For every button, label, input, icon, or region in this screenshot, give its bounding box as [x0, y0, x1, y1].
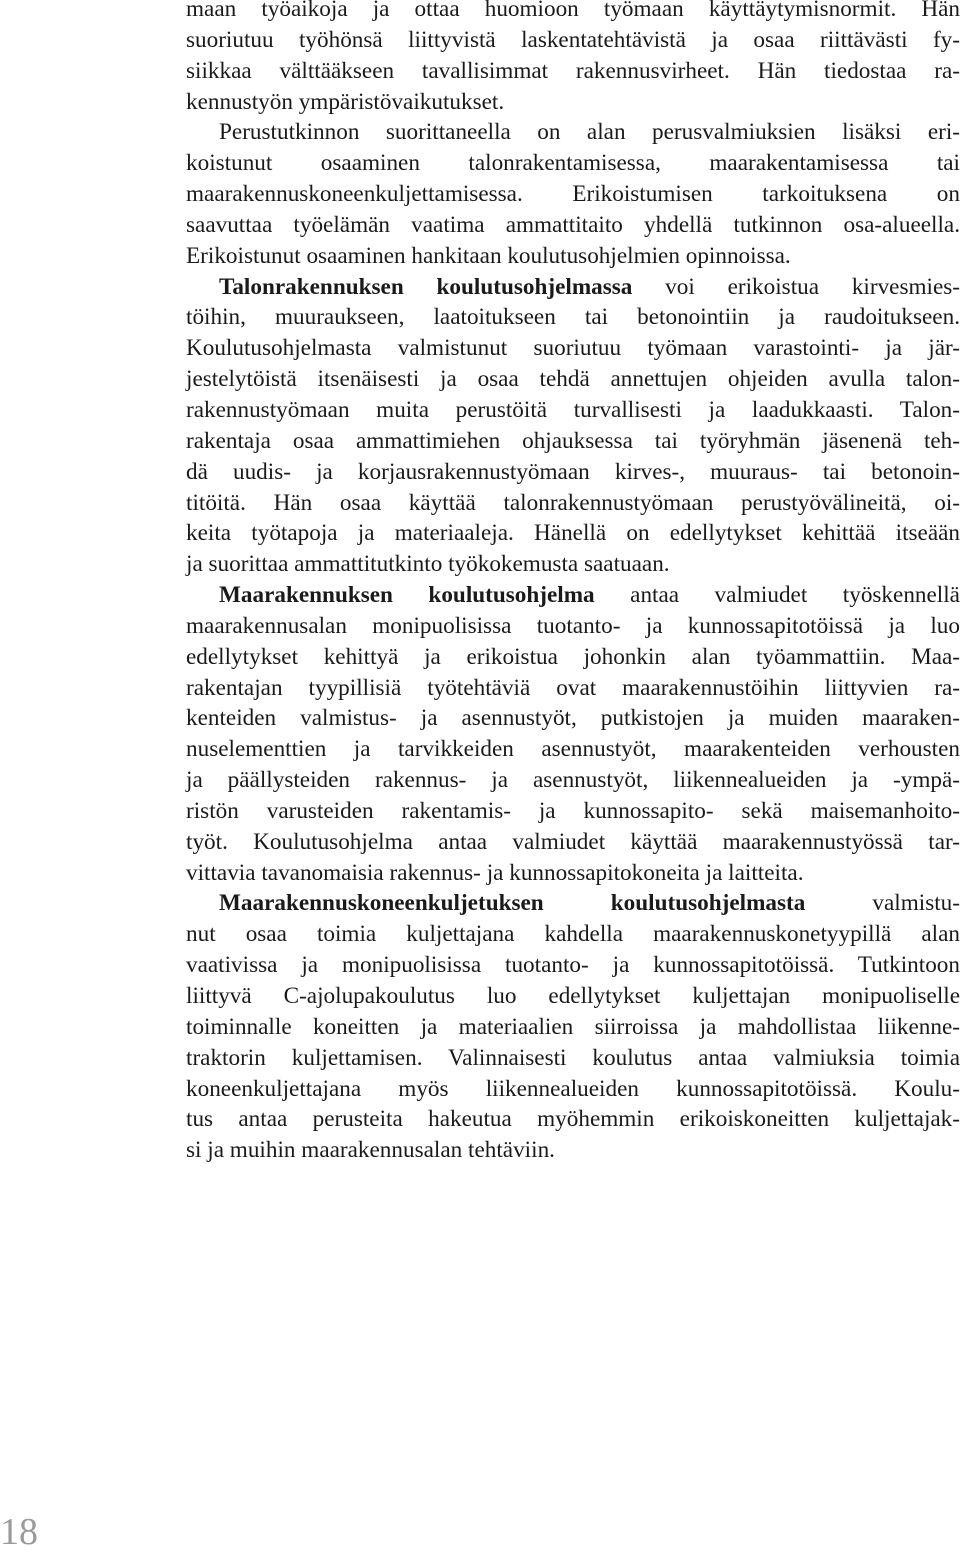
text-line — [186, 364, 960, 395]
line-text: antaa valmiudet työskennellä — [594, 582, 960, 609]
section-heading-inline: Maarakennuksen koulutusohjelma — [219, 582, 595, 609]
line-text: liittyvä C-ajolupakoulutus luo edellytykset kuljettajan monipuoliselle — [186, 983, 960, 1009]
text-line — [186, 703, 960, 734]
line-text: valmistu- — [805, 890, 960, 917]
line-text: nuselementtien ja tarvikkeiden asennustyöt, maarakenteiden verhousten — [186, 736, 960, 763]
text-line — [186, 457, 960, 488]
line-text: vittavia tavanomaisia rakennus- ja kunnossapitokoneita ja laitteita. — [186, 859, 804, 886]
text-line — [186, 580, 960, 611]
line-text: töihin, muuraukseen, laatoitukseen tai betonointiin ja raudoitukseen. — [186, 304, 960, 331]
text-line — [186, 734, 960, 765]
text-line — [186, 148, 960, 179]
text-line — [186, 0, 960, 25]
line-text: nut osaa toimia kuljettajana kahdella maarakennuskonetyypillä alan — [186, 921, 960, 948]
line-text: maarakennusalan monipuolisissa tuotanto- ja kunnossapitotöissä ja luo — [186, 612, 960, 639]
text-line — [186, 919, 960, 950]
text-line — [186, 673, 960, 704]
text-line — [186, 827, 960, 858]
paragraph — [186, 580, 960, 888]
line-text: traktorin kuljettamisen. Valinnaisesti koulutus antaa valmiuksia toimia — [186, 1044, 960, 1071]
line-text: jestelytöistä itsenäisesti ja osaa tehdä annettujen ohjeiden avulla talon- — [186, 366, 960, 393]
text-line — [186, 426, 960, 457]
line-text: Perustutkinnon suorittaneella on alan perusvalmiuksien lisäksi eri- — [219, 119, 960, 146]
line-text: rakentaja osaa ammattimiehen ohjauksessa tai työryhmän jäsenenä teh- — [186, 427, 960, 454]
line-text: dä uudis- ja korjausrakennustyömaan kirves-, muuraus- tai betonoin- — [186, 458, 960, 485]
body-text — [186, 0, 960, 1166]
text-line — [186, 549, 960, 580]
text-line — [186, 518, 960, 549]
text-line — [186, 241, 960, 272]
text-line — [186, 179, 960, 210]
text-line — [186, 333, 960, 364]
line-text: titöitä. Hän osaa käyttää talonrakennustyömaan perustyövälineitä, oi- — [186, 489, 960, 516]
text-line — [186, 488, 960, 519]
line-text: koistunut osaaminen talonrakentamisessa, maarakentamisessa tai — [186, 150, 960, 177]
line-text: saavuttaa työelämän vaatima ammattitaito yhdellä tutkinnon osa-alueella. — [186, 211, 960, 238]
paragraph — [186, 272, 960, 580]
text-line — [186, 858, 960, 889]
text-line — [186, 796, 960, 827]
line-text: rakennustyömaan muita perustöitä turvallisesti ja laadukkaasti. Talon- — [186, 396, 960, 423]
line-text: suoriutuu työhönsä liittyvistä laskentatehtävistä ja osaa riittävästi fy- — [186, 26, 960, 53]
line-text: koneenkuljettajana myös liikennealueiden kunnossapitotöissä. Koulu- — [186, 1075, 960, 1102]
line-text: keita työtapoja ja materiaaleja. Hänellä on edellytykset kehittää itseään — [186, 520, 960, 547]
line-text: Erikoistunut osaaminen hankitaan koulutusohjelmien opinnoissa. — [186, 242, 791, 269]
section-heading-inline: Maarakennuskoneenkuljetuksen koulutusohjelmasta — [219, 890, 806, 917]
page-number: 18 — [0, 1511, 38, 1553]
line-text: kennustyön ympäristövaikutukset. — [186, 88, 505, 115]
paragraph — [186, 117, 960, 271]
text-line — [186, 56, 960, 87]
text-line — [186, 1135, 960, 1166]
line-text: ja päällysteiden rakennus- ja asennustyöt, liikennealueiden ja -ympä- — [186, 767, 960, 794]
text-line — [186, 888, 960, 919]
text-line — [186, 950, 960, 981]
line-text: ristön varusteiden rakentamis- ja kunnossapito- sekä maisemanhoito- — [186, 797, 960, 824]
line-text: maarakennuskoneenkuljettamisessa. Erikoistumisen tarkoituksena on — [186, 181, 960, 208]
paragraph — [186, 888, 960, 1166]
line-text: ja suorittaa ammattitutkinto työkokemusta saatuaan. — [186, 551, 670, 578]
text-line — [186, 302, 960, 333]
section-heading-inline: Talonrakennuksen koulutusohjelmassa — [219, 273, 633, 300]
line-text: rakentajan tyypillisiä työtehtäviä ovat maarakennustöihin liittyvien ra- — [186, 674, 960, 701]
text-line — [186, 765, 960, 796]
text-line — [186, 25, 960, 56]
text-line — [186, 1012, 960, 1043]
text-line — [186, 395, 960, 426]
text-line — [186, 1074, 960, 1105]
line-text: toiminnalle koneitten ja materiaalien siirroissa ja mahdollistaa liikenne- — [186, 1013, 960, 1040]
paragraph — [186, 0, 960, 117]
text-line — [186, 1043, 960, 1074]
line-text: Koulutusohjelmasta valmistunut suoriutuu työmaan varastointi- ja jär- — [186, 335, 960, 362]
line-text: tus antaa perusteita hakeutua myöhemmin erikoiskoneitten kuljettajak- — [186, 1106, 960, 1133]
text-line — [186, 611, 960, 642]
line-text: si ja muihin maarakennusalan tehtäviin. — [186, 1137, 555, 1164]
line-text: maan työaikoja ja ottaa huomioon työmaan käyttäytymisnormit. Hän — [186, 0, 960, 22]
text-line — [186, 1104, 960, 1135]
line-text: voi erikoistua kirvesmies- — [632, 273, 960, 300]
line-text: siikkaa välttääkseen tavallisimmat rakennusvirheet. Hän tiedostaa ra- — [186, 57, 960, 84]
line-text: kenteiden valmistus- ja asennustyöt, putkistojen ja muiden maaraken- — [186, 705, 960, 732]
text-line — [186, 272, 960, 303]
line-text: edellytykset kehittyä ja erikoistua johonkin alan työammattiin. Maa- — [186, 643, 960, 670]
line-text: työt. Koulutusohjelma antaa valmiudet käyttää maarakennustyössä tar- — [186, 828, 960, 855]
text-line — [186, 117, 960, 148]
text-line — [186, 642, 960, 673]
line-text: vaativissa ja monipuolisissa tuotanto- ja kunnossapitotöissä. Tutkintoon — [186, 952, 960, 979]
text-line — [186, 210, 960, 241]
text-line — [186, 981, 960, 1012]
text-line — [186, 87, 960, 118]
